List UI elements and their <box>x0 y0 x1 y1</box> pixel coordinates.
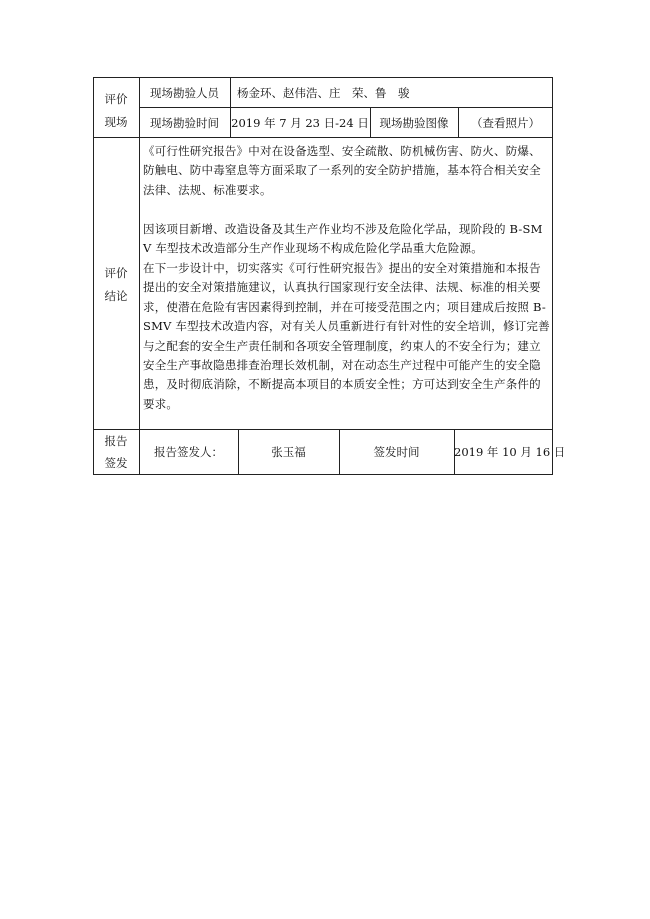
conclusion-paragraph-2: 因该项目新增、改造设备及其生产作业均不涉及危险化学品，现阶段的 B-SMV 车型技术改造部分生产作业现场不构成危险化学品重大危险源。 <box>143 222 543 256</box>
report-label-line2: 签发 <box>104 456 128 470</box>
site-label-line2: 现场 <box>104 115 128 129</box>
row-divider <box>93 429 553 430</box>
conclusion-label-line1: 评价 <box>104 266 128 280</box>
issuer-value: 张玉福 <box>271 445 306 459</box>
conclusion-paragraph-1: 《可行性研究报告》中对在设备选型、安全疏散、防机械伤害、防火、防爆、防触电、防中毒窒息等方面采取了一系列的安全防护措施，基本符合相关安全法律、法规、标准要求。 <box>143 144 541 197</box>
conclusion-paragraph-3: 在下一步设计中，切实落实《可行性研究报告》提出的安全对策措施和本报告提出的安全对策措施建议，认真执行国家现行安全法律、法规、标准的相关要求，使潜在危险有害因素得到控制，并在可接受范围之内；项目建成后按照 B-SMV 车型技术改造内容，对有关人员重新进行有针对性的安全培训，修订完善与之配套的安全生产责任制和各项安全管理制度，约束人的不安全行为；建立安全生产事故隐患排查治理长效机制，对在动态生产过程中可能产生的安全隐患，及时彻底消除，不断提高本项目的本质安全性；方可达到安全生产条件的要求。 <box>143 261 550 411</box>
site-label-line1: 评价 <box>104 92 128 106</box>
issuer-label: 报告签发人： <box>154 445 223 459</box>
personnel-label: 现场勘验人员 <box>150 86 219 100</box>
time-label: 现场勘验时间 <box>150 116 219 130</box>
date-value: 2019 年 10 月 16 日 <box>454 445 566 459</box>
row-divider <box>139 107 553 108</box>
row-divider <box>93 137 553 138</box>
time-value: 2019 年 7 月 23 日-24 日 <box>231 116 369 130</box>
personnel-value: 杨金环、赵伟浩、庄 荣、鲁 骏 <box>237 86 410 100</box>
report-label-line1: 报告 <box>104 434 128 448</box>
date-label: 签发时间 <box>373 445 420 459</box>
column-divider <box>139 77 140 475</box>
image-label: 现场勘验图像 <box>379 116 449 130</box>
conclusion-label-line2: 结论 <box>104 289 128 303</box>
view-photos-link[interactable]: （查看照片） <box>471 116 540 130</box>
